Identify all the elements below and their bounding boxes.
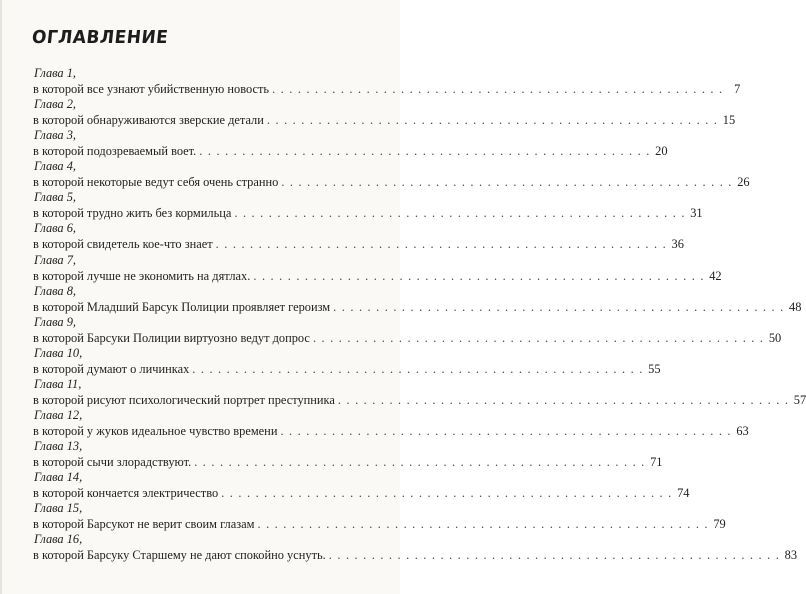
toc-entry: [33, 470, 690, 501]
chapter-title: в которой Барсукот не верит своим глазам: [33, 517, 255, 532]
toc-entry: [33, 501, 726, 532]
page-edge: [0, 0, 2, 594]
toc-line: [33, 330, 782, 346]
table-of-contents: [33, 66, 806, 564]
chapter-label: Глава 14,: [34, 470, 83, 485]
toc-entry: [33, 128, 668, 159]
dot-leader: . . . . . . . . . . . . . . . . . . . . . . . . . . . . . . . . . . . . . . . . . . . . . . . . . . . . .: [280, 424, 732, 439]
chapter-title: в которой Барсуки Полиции виртуозно ведут допрос: [33, 330, 310, 345]
dot-leader: . . . . . . . . . . . . . . . . . . . . . . . . . . . . . . . . . . . . . . . . . . . . . . . . . . . . .: [312, 330, 765, 345]
chapter-title: в которой думают о личинках: [33, 361, 190, 376]
page-number: 55: [648, 361, 661, 376]
page-number: 7: [734, 82, 741, 96]
chapter-label: Глава 7,: [34, 252, 77, 267]
chapter-title: в которой все узнают убийственную новость: [33, 82, 270, 96]
page-number: 20: [655, 144, 668, 159]
page-number: 71: [650, 455, 663, 470]
chapter-label: Глава 9,: [34, 314, 77, 329]
chapter-label: Глава 12,: [34, 408, 83, 423]
dot-leader: . . . . . . . . . . . . . . . . . . . . . . . . . . . . . . . . . . . . . . . . . . . . . . . . . . . . .: [253, 268, 705, 283]
chapter-title: в которой лучше не экономить на дятлах.: [33, 268, 251, 283]
page-number: 74: [677, 486, 690, 501]
page-number: 48: [789, 299, 802, 314]
dot-leader: . . . . . . . . . . . . . . . . . . . . . . . . . . . . . . . . . . . . . . . . . . . . . . . . . . . . .: [192, 361, 644, 376]
toc-line: [33, 112, 736, 128]
dot-leader: . . . . . . . . . . . . . . . . . . . . . . . . . . . . . . . . . . . . . . . . . . . . . . . . . . . . .: [194, 455, 646, 470]
page-number: 26: [737, 175, 750, 190]
toc-line: [33, 143, 668, 159]
toc-entry: [33, 97, 736, 128]
chapter-title: в которой Барсуку Старшему не дают спокойно уснуть.: [33, 548, 326, 563]
chapter-label: Глава 16,: [34, 532, 83, 547]
toc-entry: [33, 532, 798, 563]
chapter-title: в которой кончается электричество: [33, 486, 219, 501]
toc-line: [33, 81, 741, 97]
toc-entry: [33, 159, 750, 190]
page-number: 42: [709, 268, 722, 283]
toc-entry: [33, 252, 722, 284]
chapter-label: Глава 2,: [34, 97, 77, 112]
page-number: 83: [784, 548, 798, 563]
dot-leader: . . . . . . . . . . . . . . . . . . . . . . . . . . . . . . . . . . . . . . . . . . . . . . . . . . . . .: [272, 82, 724, 96]
chapter-title: в которой Младший Барсук Полиции проявляет героизм: [33, 299, 331, 314]
dot-leader: . . . . . . . . . . . . . . . . . . . . . . . . . . . . . . . . . . . . . . . . . . . . . . . . . . . . .: [266, 113, 719, 128]
dot-leader: . . . . . . . . . . . . . . . . . . . . . . . . . . . . . . . . . . . . . . . . . . . . . . . . . . . . .: [234, 206, 686, 221]
toc-entry: [33, 221, 684, 252]
page-number: 31: [690, 206, 703, 221]
chapter-title: в которой некоторые ведут себя очень странно: [33, 175, 279, 190]
chapter-label: Глава 5,: [34, 190, 77, 205]
page-number: 79: [713, 517, 726, 532]
chapter-label: Глава 4,: [34, 159, 77, 174]
toc-line: [33, 547, 798, 563]
page-number: 57: [793, 392, 806, 407]
chapter-title: в которой рисуют психологический портрет преступника: [33, 392, 335, 407]
toc-entry: [33, 408, 749, 439]
toc-entry: [33, 190, 703, 221]
dot-leader: . . . . . . . . . . . . . . . . . . . . . . . . . . . . . . . . . . . . . . . . . . . . . . . . . . . . .: [215, 237, 667, 252]
dot-leader: . . . . . . . . . . . . . . . . . . . . . . . . . . . . . . . . . . . . . . . . . . . . . . . . . . . . .: [328, 548, 781, 563]
chapter-label: Глава 11,: [34, 376, 82, 391]
toc-line: [33, 174, 750, 190]
chapter-title: в которой подозреваемый воет.: [33, 144, 197, 159]
toc-line: [33, 423, 749, 439]
dot-leader: . . . . . . . . . . . . . . . . . . . . . . . . . . . . . . . . . . . . . . . . . . . . . . . . . . . . .: [199, 144, 651, 159]
toc-entry: [33, 376, 806, 408]
toc-entry: [33, 66, 741, 97]
toc-line: [33, 454, 663, 470]
chapter-title: в которой свидетель кое-что знает: [33, 237, 213, 252]
dot-leader: . . . . . . . . . . . . . . . . . . . . . . . . . . . . . . . . . . . . . . . . . . . . . . . . . . . . .: [281, 175, 733, 190]
chapter-label: Глава 6,: [34, 221, 77, 236]
page-number: 50: [768, 330, 782, 345]
chapter-title: в которой сычи злорадствуют.: [33, 455, 192, 470]
chapter-label: Глава 13,: [34, 439, 83, 454]
toc-line: [33, 205, 703, 221]
chapter-title: в которой обнаруживаются зверские детали: [33, 113, 264, 128]
chapter-label: Глава 1,: [34, 66, 77, 80]
toc-line: [33, 268, 722, 284]
toc-entry: [33, 439, 663, 470]
page-title: ОГЛАВЛЕНИЕ: [30, 27, 170, 48]
chapter-label: Глава 8,: [34, 283, 77, 298]
chapter-label: Глава 10,: [34, 345, 83, 360]
page-number: 36: [671, 237, 684, 252]
dot-leader: . . . . . . . . . . . . . . . . . . . . . . . . . . . . . . . . . . . . . . . . . . . . . . . . . . . . .: [333, 299, 785, 314]
dot-leader: . . . . . . . . . . . . . . . . . . . . . . . . . . . . . . . . . . . . . . . . . . . . . . . . . . . . .: [337, 392, 790, 407]
chapter-title: в которой у жуков идеальное чувство времени: [33, 424, 278, 439]
toc-line: [33, 392, 806, 408]
chapter-label: Глава 15,: [34, 501, 83, 516]
toc-line: [33, 485, 690, 501]
toc-line: [33, 361, 661, 377]
toc-line: [33, 516, 726, 532]
dot-leader: . . . . . . . . . . . . . . . . . . . . . . . . . . . . . . . . . . . . . . . . . . . . . . . . . . . . .: [221, 486, 673, 501]
toc-entry: [33, 345, 661, 377]
page-number: 63: [736, 424, 749, 439]
dot-leader: . . . . . . . . . . . . . . . . . . . . . . . . . . . . . . . . . . . . . . . . . . . . . . . . . . . . .: [257, 517, 709, 532]
toc-entry: [33, 283, 802, 315]
chapter-label: Глава 3,: [34, 128, 77, 143]
toc-entry: [33, 314, 782, 346]
toc-line: [33, 299, 802, 315]
chapter-title: в которой трудно жить без кормильца: [33, 206, 232, 221]
page-number: 15: [722, 113, 736, 128]
toc-line: [33, 236, 684, 252]
